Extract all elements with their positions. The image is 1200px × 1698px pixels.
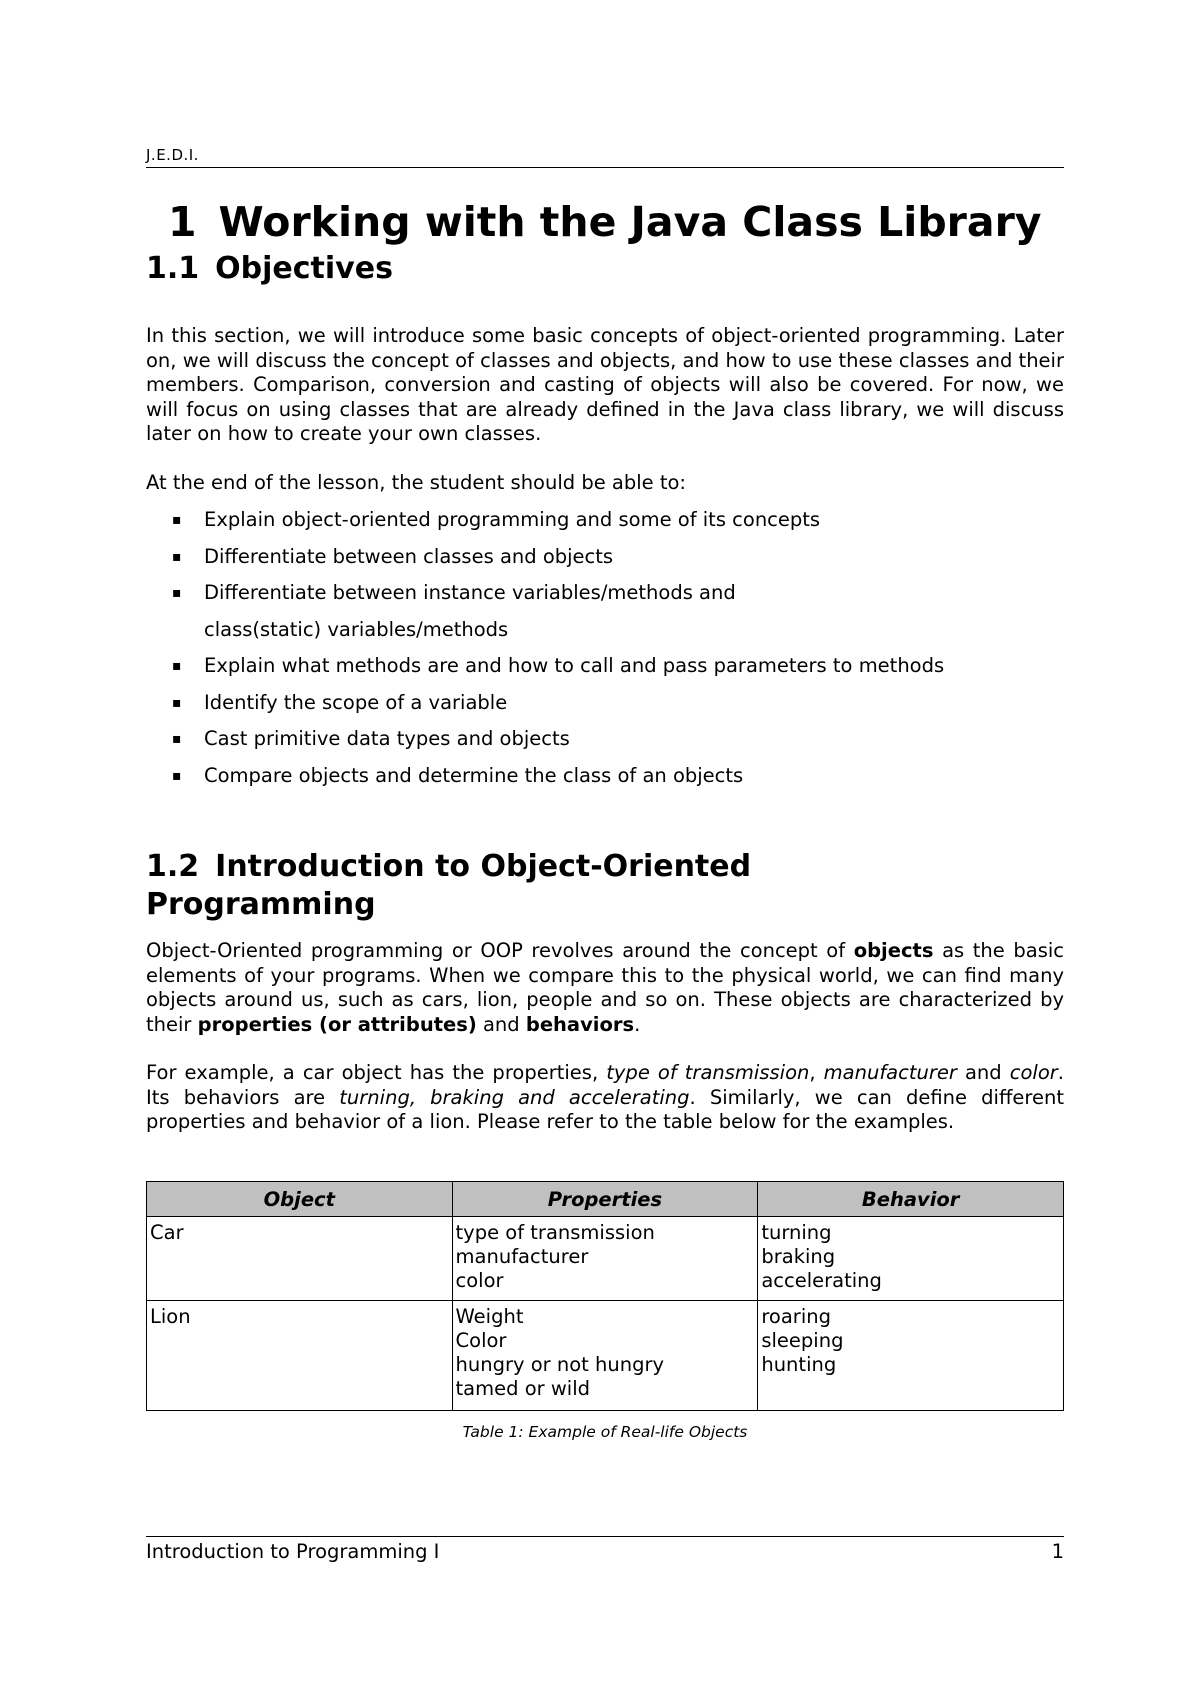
text-run: For example, a car object has the properties, xyxy=(146,1061,607,1084)
list-item xyxy=(146,685,1064,722)
objects-table xyxy=(146,1181,1064,1411)
text-run: Object-Oriented programming or OOP revolves around the concept of xyxy=(146,939,854,962)
list-item xyxy=(146,539,1064,576)
objectives-list xyxy=(146,502,1064,794)
chapter-title xyxy=(168,198,1042,246)
chapter-number: 1 xyxy=(168,198,197,246)
behavior-item: sleeping xyxy=(761,1329,844,1352)
text-run: and xyxy=(476,1012,526,1036)
text-run: and xyxy=(956,1061,1010,1084)
objective-text: Explain what methods are and how to call and pass parameters to methods xyxy=(204,654,945,677)
property-item: Weight xyxy=(455,1305,524,1328)
italic-term: turning, braking and accelerating xyxy=(339,1085,690,1109)
behaviors-cell xyxy=(758,1301,1064,1411)
table-row xyxy=(147,1301,1064,1411)
bullet-icon: ▪ xyxy=(172,731,182,747)
list-item xyxy=(146,648,1064,685)
bullet-icon: ▪ xyxy=(172,658,182,674)
behavior-item: roaring xyxy=(761,1305,831,1328)
page-number: 1 xyxy=(1051,1540,1064,1563)
bold-term-objects: objects xyxy=(853,939,934,962)
running-header: J.E.D.I. xyxy=(146,146,1064,168)
property-item: type of transmission xyxy=(455,1221,655,1244)
italic-term: color xyxy=(1009,1061,1058,1084)
object-cell: Car xyxy=(147,1217,453,1301)
list-item xyxy=(146,758,1064,795)
property-item: hungry or not hungry xyxy=(455,1353,665,1376)
bullet-icon: ▪ xyxy=(172,585,182,601)
properties-cell xyxy=(452,1217,758,1301)
bold-term-properties: properties (or attributes) xyxy=(197,1012,477,1036)
section-title-line2: Programming xyxy=(146,887,376,922)
bullet-icon: ▪ xyxy=(172,512,182,528)
objective-text: Compare objects and determine the class of an objects xyxy=(204,763,744,787)
behavior-item: turning xyxy=(761,1221,832,1244)
table-caption: Table 1: Example of Real-life Objects xyxy=(462,1423,748,1441)
text-run: . xyxy=(634,1012,641,1036)
object-cell: Lion xyxy=(147,1301,453,1411)
running-footer xyxy=(146,1536,1064,1563)
italic-term: type of transmission xyxy=(606,1061,810,1084)
objectives-lead-in: At the end of the lesson, the student should be able to: xyxy=(146,471,686,494)
oop-paragraph-1 xyxy=(146,939,1064,1037)
section-heading-objectives xyxy=(146,250,393,288)
table-header-row xyxy=(147,1182,1064,1217)
text-run: as the basic elements of your programs. When we compare this to the physical world, we can find many objects around us, such as cars, lion, people and so on. These objects are characterized by their xyxy=(146,939,1064,1036)
footer-course-title: Introduction to Programming I xyxy=(146,1540,440,1563)
objectives-intro-paragraph: In this section, we will introduce some basic concepts of object-oriented programming. Later on, we will discuss the concept of classes and objects, and how to use these classes and their members. Comparison, conversion and casting of objects will also be covered. For now, we will focus on using classes that are already defined in the Java class library, we will discuss later on how to create your own classes. xyxy=(146,324,1064,445)
bullet-icon: ▪ xyxy=(172,767,182,784)
text-run: . Similarly, we can define different properties and behavior of a lion. Please refer to the table below for the examples. xyxy=(146,1085,1064,1133)
section-heading-oop-intro xyxy=(146,848,751,924)
list-item xyxy=(146,502,1064,539)
chapter-title-text: Working with the Java Class Library xyxy=(218,198,1042,246)
section-title-line1: Introduction to Object-Oriented xyxy=(215,849,752,884)
table-row xyxy=(147,1217,1064,1301)
objective-text: Differentiate between instance variables/methods and class(static) variables/methods xyxy=(204,581,736,641)
behavior-item: braking xyxy=(761,1245,836,1268)
behavior-item: accelerating xyxy=(761,1269,882,1292)
behaviors-cell xyxy=(758,1217,1064,1301)
text-run: . Its behaviors are xyxy=(146,1061,1064,1109)
section-number: 1.2 xyxy=(146,849,200,884)
list-item xyxy=(146,721,1064,758)
column-header-object: Object xyxy=(147,1182,453,1217)
bullet-icon: ▪ xyxy=(172,548,182,565)
behavior-item: hunting xyxy=(761,1353,837,1376)
property-item: manufacturer xyxy=(455,1245,589,1268)
column-header-properties: Properties xyxy=(452,1182,758,1217)
section-title: Objectives xyxy=(215,251,393,286)
objective-text: Cast primitive data types and objects xyxy=(204,727,570,750)
bold-term-behaviors: behaviors xyxy=(525,1012,635,1036)
property-item: tamed or wild xyxy=(455,1377,591,1400)
bullet-icon: ▪ xyxy=(172,694,182,711)
italic-term: manufacturer xyxy=(823,1061,957,1084)
property-item: color xyxy=(455,1269,504,1292)
objective-text: Explain object-oriented programming and some of its concepts xyxy=(204,508,821,531)
property-item: Color xyxy=(455,1329,507,1352)
oop-paragraph-2 xyxy=(146,1061,1064,1135)
section-number: 1.1 xyxy=(146,251,200,286)
objective-text: Differentiate between classes and objects xyxy=(204,544,614,568)
objective-text: Identify the scope of a variable xyxy=(204,690,508,714)
text-run: , xyxy=(809,1061,824,1084)
properties-cell xyxy=(452,1301,758,1411)
column-header-behavior: Behavior xyxy=(758,1182,1064,1217)
list-item xyxy=(146,575,854,648)
